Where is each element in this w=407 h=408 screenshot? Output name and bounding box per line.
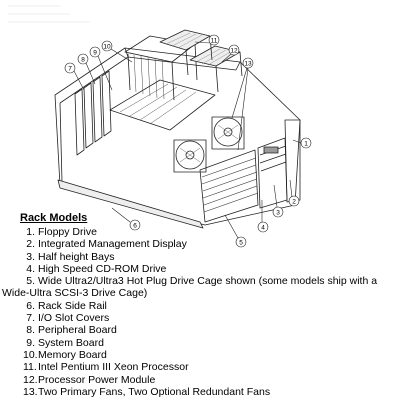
legend-item: 5. Wide Ultra2/Ultra3 Hot Plug Drive Cage shown (some models ship with a Wide-Ultra SCSI-3 Drive Cage) (20, 275, 405, 300)
callout-11: 11 (210, 37, 218, 45)
callout-1: 1 (304, 140, 308, 148)
legend-list (2, 226, 405, 398)
legend-item: 3. Half height Bays (26, 250, 115, 263)
callout-6: 6 (133, 222, 137, 230)
legend-item: 12.Processor Power Module (23, 373, 156, 386)
legend-item: 13.Two Primary Fans, Two Optional Redundant Fans (23, 385, 271, 398)
callout-4: 4 (261, 224, 265, 232)
callout-8: 8 (81, 56, 85, 64)
fans (174, 117, 244, 172)
callout-10: 10 (103, 43, 111, 51)
system-board (110, 80, 215, 130)
callout-9: 9 (93, 49, 97, 57)
legend-item: 7. I/O Slot Covers (26, 312, 110, 325)
legend-item: 6. Rack Side Rail (26, 299, 107, 312)
legend-item: 2. Integrated Management Display (26, 238, 187, 251)
front-bays (258, 138, 287, 208)
callout-7: 7 (68, 65, 72, 73)
legend-title: Rack Models (20, 212, 88, 224)
legend (2, 209, 405, 398)
legend-item-continuation: Wide-Ultra SCSI-3 Drive Cage) (2, 287, 148, 300)
callout-2: 2 (292, 198, 296, 206)
chassis-outline (55, 48, 300, 225)
callout-3: 3 (276, 209, 280, 217)
legend-item: 9. System Board (26, 336, 104, 349)
callout-5: 5 (239, 239, 243, 247)
legend-item: 1. Floppy Drive (26, 226, 97, 238)
legend-item: 8. Peripheral Board (26, 324, 117, 337)
legend-item: 11.Intel Pentium III Xeon Processor (23, 361, 189, 374)
callout-12: 12 (230, 47, 238, 55)
legend-item: 4. High Speed CD-ROM Drive (26, 262, 167, 275)
legend-item: 10.Memory Board (23, 348, 107, 361)
callout-13: 13 (244, 60, 252, 68)
